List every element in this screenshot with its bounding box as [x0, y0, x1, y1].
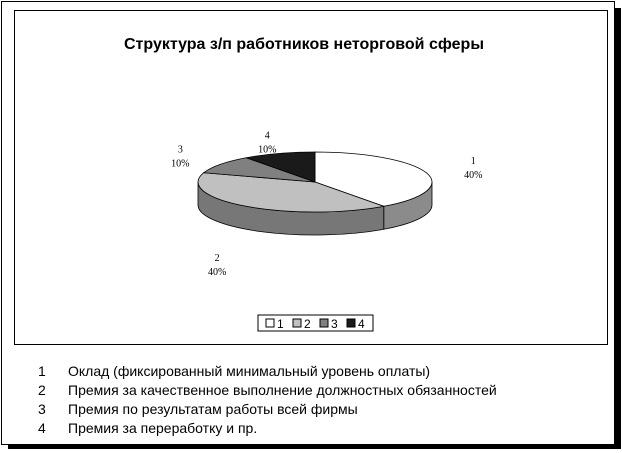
chart-area: [14, 10, 608, 345]
legend-swatch-3: [320, 319, 328, 327]
description-number: 2: [38, 382, 46, 398]
data-label-percent-1: 40%: [464, 169, 483, 181]
legend-swatch-4: [347, 319, 355, 327]
description-row-1: [38, 362, 497, 381]
description-row-3: [38, 400, 497, 419]
data-label-category-4: 4: [264, 130, 270, 142]
description-row-4: [38, 419, 497, 438]
data-label-percent-4: 10%: [258, 144, 277, 156]
pie-group: [198, 152, 432, 235]
category-description-list: [38, 362, 497, 438]
description-number: 3: [38, 401, 46, 417]
legend: [258, 315, 373, 331]
description-row-2: [38, 381, 497, 400]
chart-title: Структура з/п работников неторговой сферы: [124, 36, 484, 53]
legend-label-2: 2: [304, 317, 311, 331]
description-number: 4: [38, 420, 46, 436]
data-label-category-2: 2: [214, 253, 220, 265]
data-label-percent-2: 40%: [207, 267, 227, 279]
legend-label-3: 3: [331, 317, 338, 331]
legend-label-1: 1: [277, 317, 284, 331]
legend-label-4: 4: [358, 317, 365, 331]
data-label-category-1: 1: [470, 155, 476, 167]
data-label-category-3: 3: [177, 144, 183, 156]
legend-swatch-1: [266, 319, 274, 327]
description-number: 1: [38, 363, 46, 379]
pie-chart-svg: [15, 11, 607, 344]
legend-swatch-2: [293, 319, 301, 327]
description-text: Премия за переработку и пр.: [68, 420, 258, 436]
legend-box: [258, 315, 373, 331]
frame-shadow-right: [615, 8, 621, 449]
description-text: Премия за качественное выполнение должностных обязанностей: [68, 382, 497, 398]
data-label-percent-3: 10%: [171, 158, 190, 170]
description-text: Оклад (фиксированный минимальный уровень оплаты): [68, 363, 431, 379]
description-text: Премия по результатам работы всей фирмы: [68, 401, 358, 417]
